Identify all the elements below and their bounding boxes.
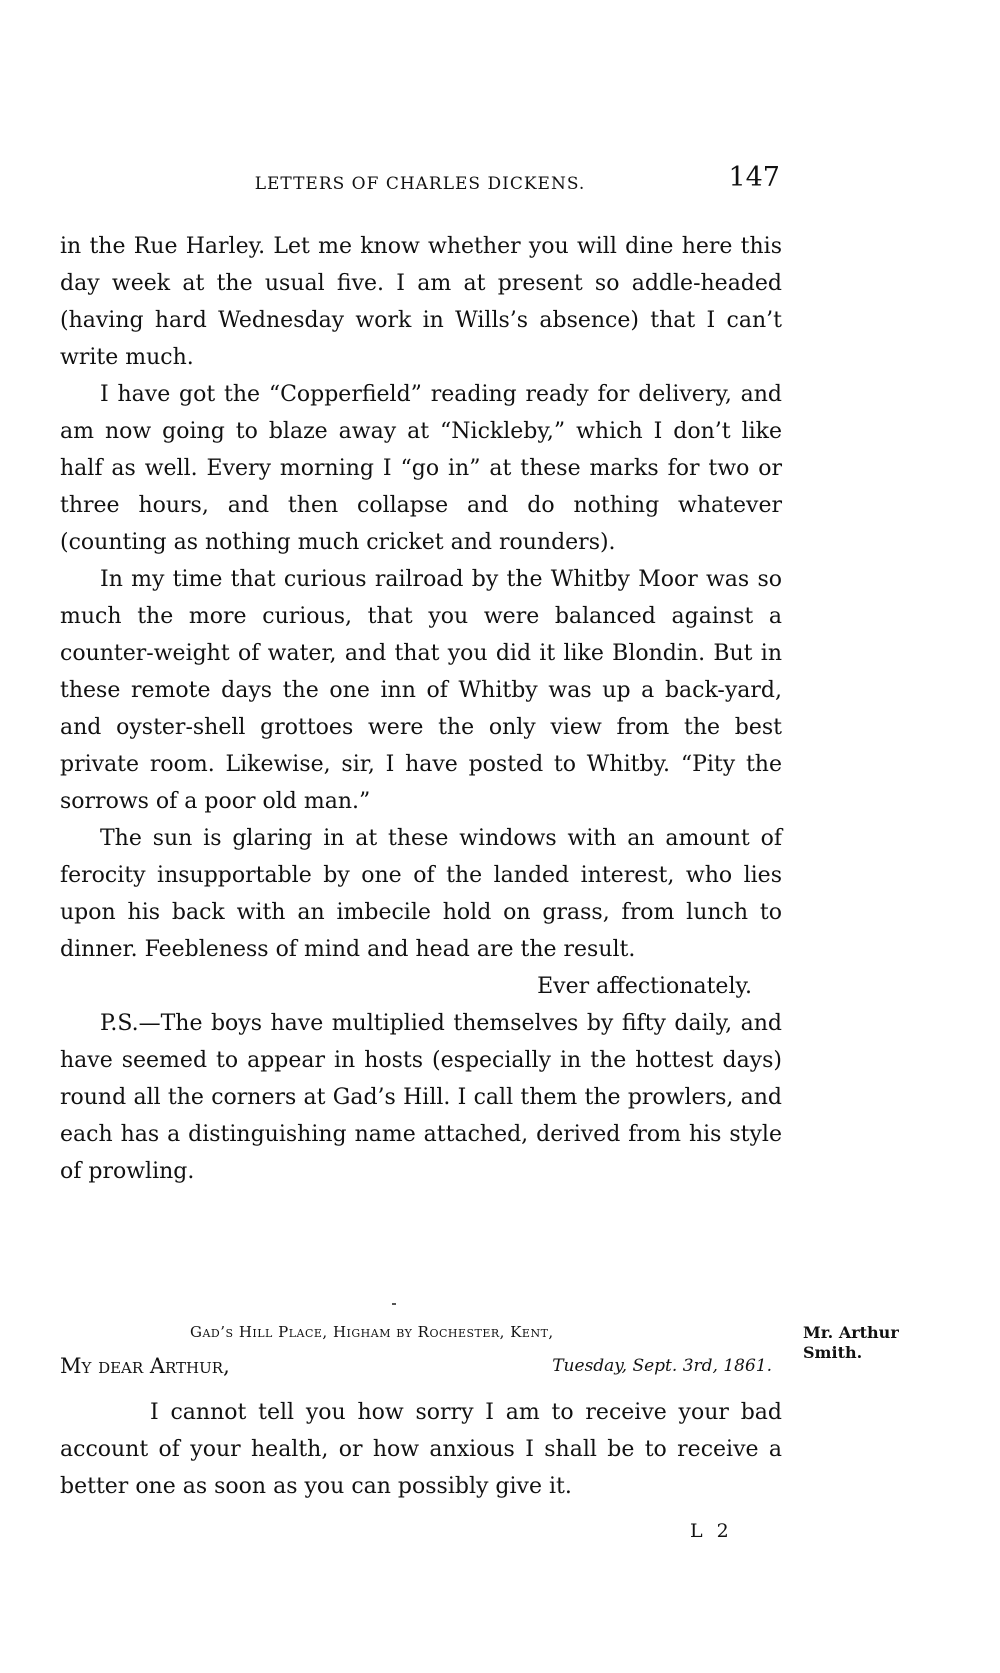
paragraph: The sun is glaring in at these windows with an amount of ferocity insupportable by one of the landed interest, who lies upon his back with an imbecile hold on grass, from lunch to dinner. Feebleness of mind and head are the result.: [60, 826, 782, 962]
postscript: P.S.—The boys have multiplied themselves by fifty daily, and have seemed to appear in hosts (especially in the hottest days) round all the corners at Gad’s Hill. I call them the prowlers, and each has a distinguishing name attached, derived from his style of prowling.: [60, 1011, 782, 1184]
signature-mark: L 2: [690, 1520, 733, 1542]
page-number: 147: [728, 162, 780, 193]
running-title: LETTERS OF CHARLES DICKENS.: [254, 174, 586, 194]
recipient-sidenote: Mr. Arthur Smith.: [803, 1323, 899, 1362]
paragraph: in the Rue Harley. Let me know whether you will dine here this day week at the usual five. I am at present so addle-headed (having hard Wednesday work in Wills’s absence) that I can’t write much.: [60, 234, 782, 370]
paragraph: I cannot tell you how sorry I am to receive your bad account of your health, or how anxious I shall be to receive a better one as soon as you can possibly give it.: [60, 1400, 782, 1499]
sign-off: Ever affectionately.: [537, 974, 752, 999]
letter-address: Gad’s Hill Place, Higham by Rochester, Kent,: [190, 1323, 554, 1341]
new-letter-body: [60, 1394, 782, 1505]
salutation-row: [60, 1354, 772, 1384]
letter-date: Tuesday, Sept. 3rd, 1861.: [552, 1356, 772, 1376]
paragraph: I have got the “Copperfield” reading ready for delivery, and am now going to blaze away at “Nickleby,” which I don’t like half as well. Every morning I “go in” at these marks for two or three hours, and then collapse and do nothing whatever (counting as nothing much cricket and rounders).: [60, 382, 782, 555]
paragraph: In my time that curious railroad by the Whitby Moor was so much the more curious, that you were balanced against a counter-weight of water, and that you did it like Blondin. But in these remote days the one inn of Whitby was up a back-yard, and oyster-shell grottoes were the only view from the best private room. Likewise, sir, I have posted to Whitby. “Pity the sorrows of a poor old man.”: [60, 567, 782, 814]
section-divider: [392, 1303, 396, 1305]
letter-continuation: [60, 228, 782, 1190]
salutation: My dear Arthur,: [60, 1354, 230, 1378]
page-header: [60, 162, 780, 202]
